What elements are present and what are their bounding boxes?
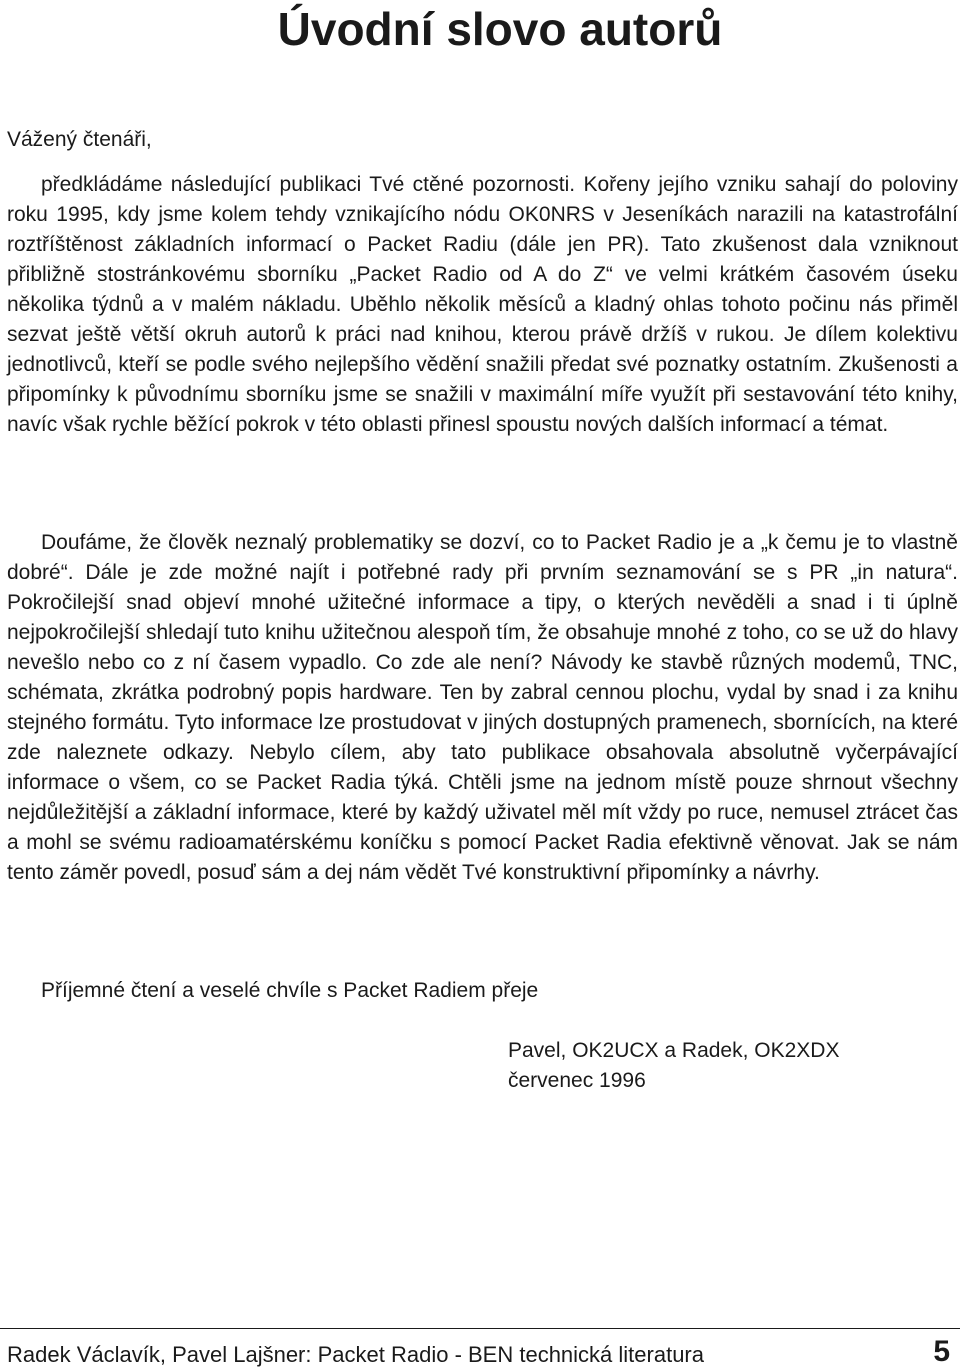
closing-line: Příjemné čtení a veselé chvíle s Packet Radiem přeje: [41, 979, 539, 1002]
signature-block: [508, 1036, 839, 1096]
footer-text: Radek Václavík, Pavel Lajšner: Packet Radio - BEN technická literatura: [7, 1342, 704, 1367]
greeting: Vážený čtenáři,: [7, 128, 152, 151]
paragraph-1: předkládáme následující publikaci Tvé ctěné pozornosti. Kořeny jejího vzniku sahají do poloviny roku 1995, kdy jsme kolem tehdy vznikajícího nódu OK0NRS v Jeseníkách narazili na katastrofální roztříštěnost základních informací o Packet Radiu (dále jen PR). Tato zkušenost dala vzniknout přibližně stostránkovému sborníku „Packet Radio od A do Z“ ve velmi krátkém časovém úseku několika týdnů a v malém nákladu. Uběhlo několik měsíců a kladný ohlas tohoto počinu nás přiměl sezvat ještě větší okruh autorů k práci nad knihou, kterou právě držíš v rukou. Je dílem kolektivu jednotlivců, kteří se podle svého nejlepšího vědění snažili předat své poznatky ostatním. Zkušenosti a připomínky k původnímu sborníku jsme se snažili v maximální míře využít při sestavování této knihy, navíc však rychle běžící pokrok v této oblasti přinesl spoustu nových dalších informací a témat.: [7, 173, 958, 436]
paragraph-2: Doufáme, že člověk neznalý problematiky se dozví, co to Packet Radio je a „k čemu je to vlastně dobré“. Dále je zde možné najít i potřebné rady při prvním seznamování se s PR „in natura“. Pokročilejší snad objeví mnohé užitečné informace a tipy, o kterých nevěděli a snad i ti úplně nejpokročilejší shledají tuto knihu užitečnou alespoň tím, že obsahuje mnohé z toho, co se už do hlavy nevešlo nebo co z ní časem vypadlo. Co zde ale není? Návody ke stavbě různých modemů, TNC, schémata, zkrátka podrobný popis hardware. Ten by zabral cennou plochu, vydal by snad i za knihu stejného formátu. Tyto informace lze prostudovat v jiných dostupných pramenech, sbornících, na které zde naleznete odkazy. Nebylo cílem, aby tato publikace obsahovala absolutně vyčerpávající informace o všem, co se Packet Radia týká. Chtěli jsme na jednom místě pouze shrnout všechny nejdůležitější a základní informace, které by každý uživatel měl mít vždy po ruce, nemusel ztrácet čas a mohl se svému radioamatérskému koníčku s pomocí Packet Radia efektivně věnovat. Jak se nám tento záměr povedl, posuď sám a dej nám vědět Tvé konstruktivní připomínky a návrhy.: [7, 531, 958, 884]
page-number: 5: [933, 1335, 950, 1368]
footer-divider: [0, 1328, 960, 1329]
signature-authors: Pavel, OK2UCX a Radek, OK2XDX: [508, 1039, 840, 1062]
signature-date: červenec 1996: [508, 1069, 646, 1092]
page-title: Úvodní slovo autorů: [277, 3, 723, 55]
